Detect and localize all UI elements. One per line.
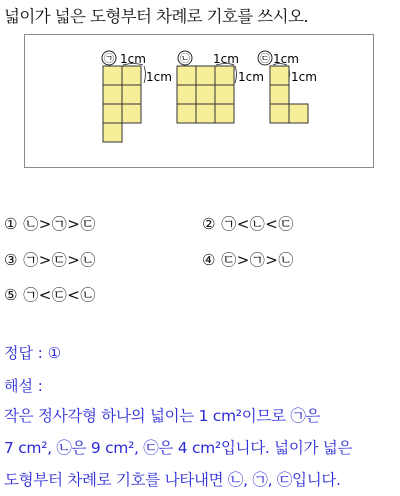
option-1[interactable]: [4, 213, 96, 234]
option-1-text: ㉡>㉠>㉢: [23, 215, 96, 233]
figure-box: [24, 34, 374, 168]
explanation-line-1: 작은 정사각형 하나의 넓이는 1 cm²이므로 ㉠은: [4, 407, 321, 425]
option-5[interactable]: [4, 284, 96, 305]
explanation-label: 해설 :: [4, 377, 43, 395]
figure-b: [177, 51, 264, 123]
option-3[interactable]: [4, 249, 96, 270]
option-4-text: ㉢>㉠>㉡: [221, 251, 294, 269]
figure-b-unit-top: 1cm: [213, 52, 239, 66]
explanation-line-3: 도형부터 차례로 기호를 나타내면 ㉡, ㉠, ㉢입니다.: [4, 471, 341, 489]
figure-a-symbol: ㉠: [104, 54, 114, 65]
option-2[interactable]: [202, 213, 294, 234]
option-1-number: ①: [4, 215, 18, 233]
explanation-text: [4, 400, 400, 496]
figure-a-unit-side: 1cm: [146, 70, 172, 84]
figure-a-unit-top: 1cm: [120, 52, 146, 66]
figure-c-unit-side: 1cm: [291, 70, 317, 84]
option-3-text: ㉠>㉢>㉡: [23, 251, 96, 269]
option-5-number: ⑤: [4, 286, 18, 304]
figure-c-unit-top: 1cm: [273, 52, 299, 66]
figure-c: [258, 51, 317, 123]
answer-text: 정답 : ①: [4, 344, 62, 362]
option-5-text: ㉠<㉢<㉡: [23, 286, 96, 304]
question-text: 넓이가 넓은 도형부터 차례로 기호를 쓰시오.: [4, 7, 308, 26]
figure-b-symbol: ㉡: [180, 54, 190, 65]
figure-c-symbol: ㉢: [260, 54, 270, 65]
option-4[interactable]: [202, 249, 294, 270]
figure-a: [102, 51, 172, 142]
option-3-number: ③: [4, 251, 18, 269]
option-4-number: ④: [202, 251, 216, 269]
shapes-figure: [25, 35, 375, 169]
explanation-line-2: 7 cm², ㉡은 9 cm², ㉢은 4 cm²입니다. 넓이가 넓은: [4, 439, 353, 457]
figure-b-unit-side: 1cm: [238, 70, 264, 84]
option-2-text: ㉠<㉡<㉢: [221, 215, 294, 233]
option-2-number: ②: [202, 215, 216, 233]
